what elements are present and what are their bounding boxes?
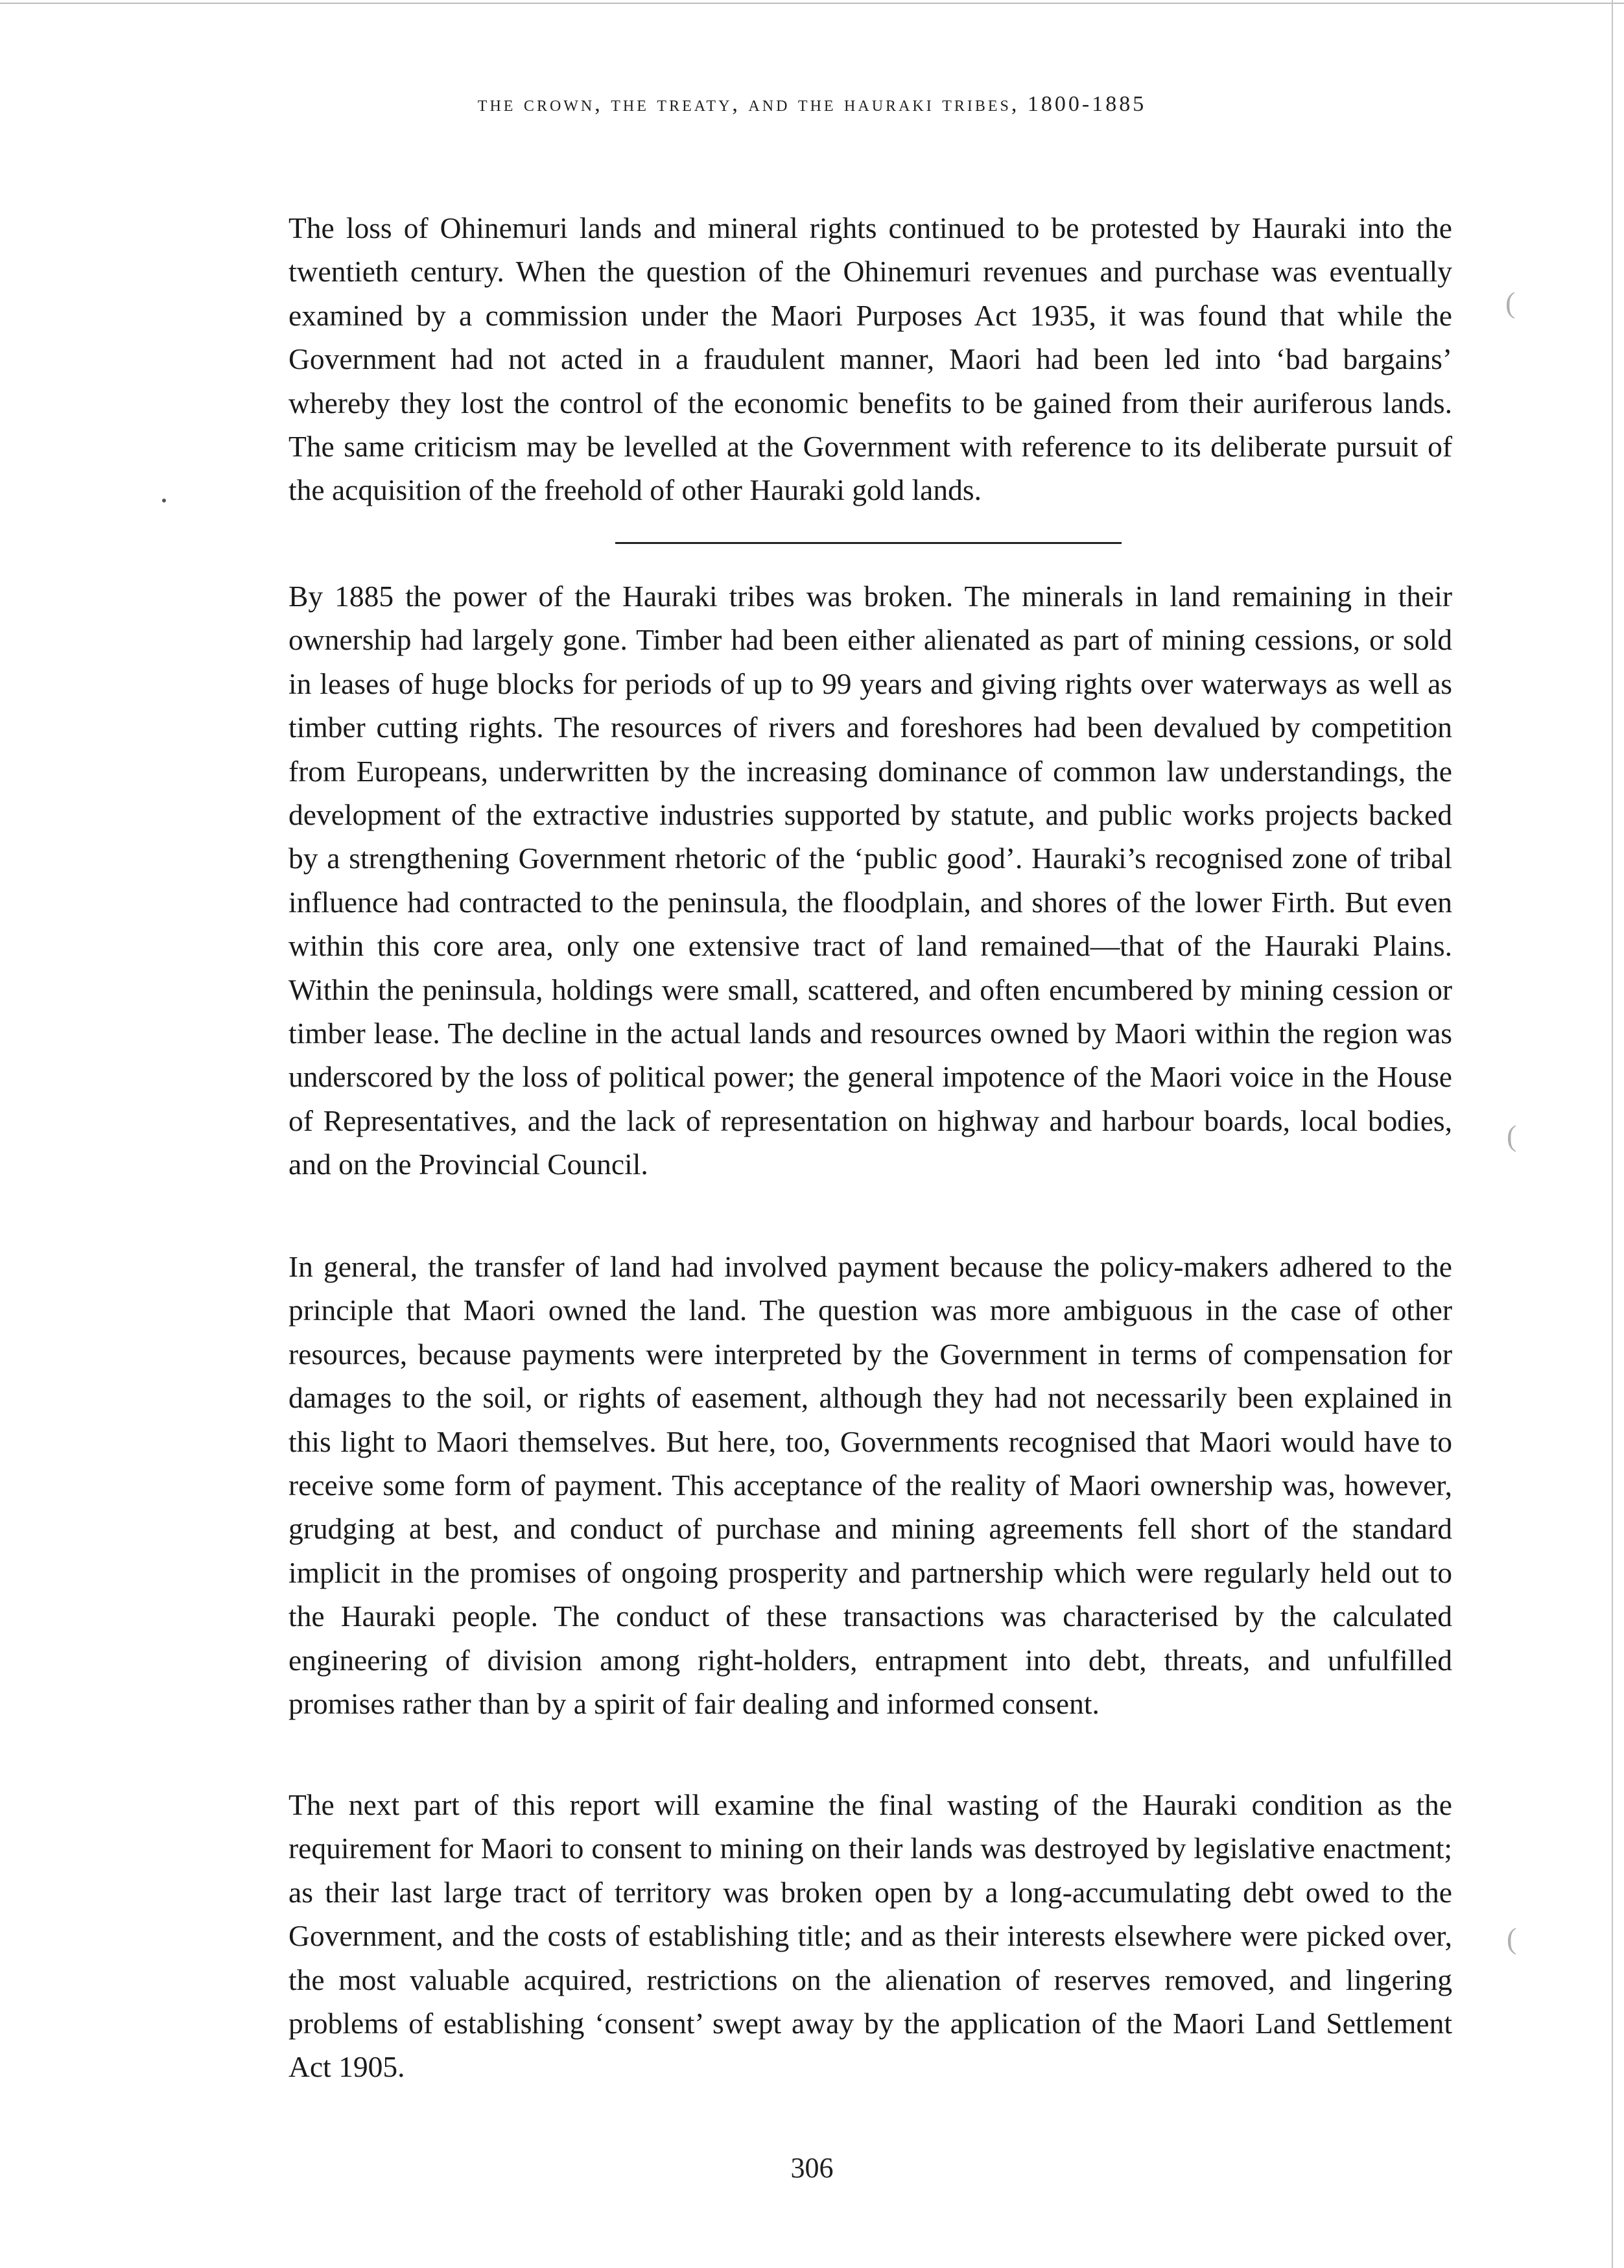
page-edge-top — [0, 3, 1624, 4]
running-head: the crown, the treaty, and the hauraki tribes, 1800-1885 — [477, 92, 1147, 116]
paragraph-transfer-of-land: In general, the transfer of land had involved payment because the policy-makers adhered to the principle that Maori owned the land. The question was more ambiguous in the case of other resources, because payments were interpreted by the Government in terms of compensation for damages to the soil, or rights of easement, although they had not necessarily been explained in this light to Maori themselves. But here, too, Governments recognised that Maori would have to receive some form of payment. This acceptance of the reality of Maori ownership was, however, grudging at best, and conduct of purchase and mining agreements fell short of the standard implicit in the promises of ongoing prosperity and partnership which were regularly held out to the Hauraki people. The conduct of these transactions was characterised by the calculated engineering of division among right-holders, entrapment into debt, threats, and unfulfilled promises rather than by a spirit of fair dealing and informed consent. — [288, 1250, 1452, 1721]
paragraph-next-part: The next part of this report will examine the final wasting of the Hauraki condition as the requirement for Maori to consent to mining on their lands was destroyed by legislative enactment; as their last large tract of territory was broken open by a long-accumulating debt owed to the Government, and the costs of establishing title; and as their interests elsewhere were picked over, the most valuable acquired, restrictions on the alienation of reserves removed, and lingering problems of establishing ‘consent’ swept away by the application of the Maori Land Settlement Act 1905. — [288, 1788, 1452, 2084]
page-number: 306 — [790, 2152, 834, 2184]
margin-bracket-mark: ( — [1507, 1119, 1517, 1152]
paragraph-ohinemuri-loss: The loss of Ohinemuri lands and mineral rights continued to be protested by Hauraki into the twentieth century. When the question of the Ohinemuri revenues and purchase was eventually examined by a commission under the Maori Purposes Act 1935, it was found that while the Government had not acted in a fraudulent manner, Maori had been led into ‘bad bargains’ whereby they lost the control of the economic benefits to be gained from their auriferous lands. The same criticism may be levelled at the Government with reference to its deliberate pursuit of the acquisition of the freehold of other Hauraki gold lands. — [288, 211, 1452, 507]
scan-speck — [162, 499, 166, 502]
paragraph-power-broken: By 1885 the power of the Hauraki tribes was broken. The minerals in land remaining in their ownership had largely gone. Timber had been either alienated as part of mining cessions, or sold in leases of huge blocks for periods of up to 99 years and giving rights over waterways as well as timber cutting rights. The resources of rivers and foreshores had been devalued by competition from Europeans, underwritten by the increasing dominance of common law understandings, the development of the extractive industries supported by statute, and public works projects backed by a strengthening Government rhetoric of the ‘public good’. Hauraki’s recognised zone of tribal influence had contracted to the peninsula, the floodplain, and shores of the lower Firth. But even within this core area, only one extensive tract of land remained—that of the Hauraki Plains. Within the peninsula, holdings were small, scattered, and often encumbered by mining cession or timber lease. The decline in the actual lands and resources owned by Maori within the region was underscored by the loss of political power; the general impotence of the Maori voice in the House of Representatives, and the lack of representation on highway and harbour boards, local bodies, and on the Provincial Council. — [288, 580, 1452, 1181]
page-edge-right — [1612, 0, 1613, 2268]
margin-bracket-mark: ( — [1505, 286, 1516, 319]
margin-bracket-mark: ( — [1507, 1922, 1517, 1955]
section-divider-rule — [615, 542, 1122, 544]
